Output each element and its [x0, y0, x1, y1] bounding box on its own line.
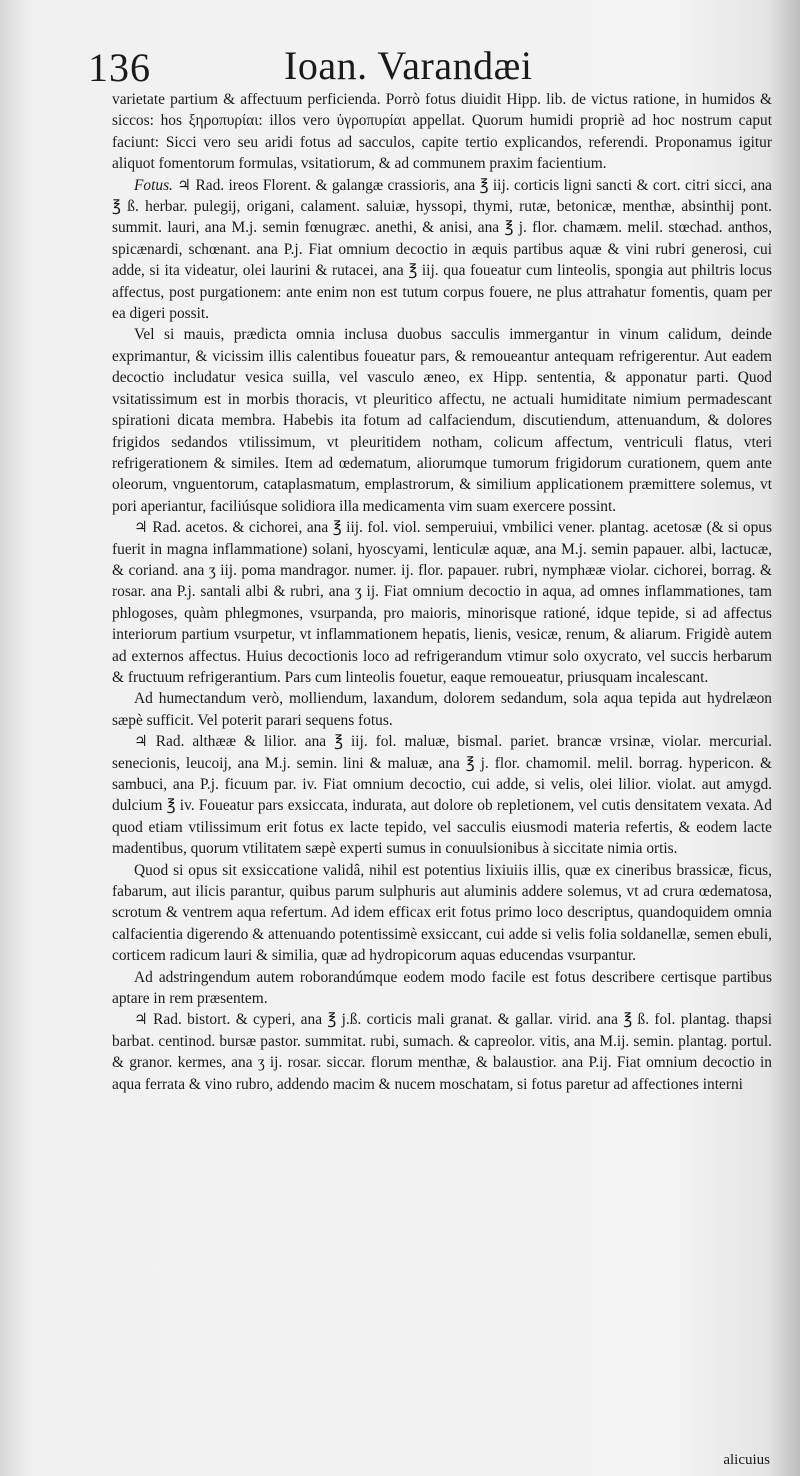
- page-header: [78, 40, 778, 90]
- paragraph-recipe: [112, 1009, 772, 1095]
- paragraph: Quod si opus sit exsiccatione validâ, nihil est potentius lixiuiis illis, quæ ex cineribus brassicæ, ficus, fabarum, aut ilicis parantur, quibus parum sulphuris aut aluminis addere solemus, vt ad crura œdematosa, scrotum & ventrem aqua refertum. Ad idem efficax erit fotus primo loco descriptus, quandoquidem omnia calfacientia digerendo & attenuando potentissimè exsiccant, cui adde si velis folia soldanellæ, semen ebuli, corticem radicum lauri & similia, quæ ad hydropicorum aquas educendas vsurpantur.: [112, 861, 772, 965]
- paragraph: Vel si mauis, prædicta omnia inclusa duobus sacculis immergantur in vinum calidum, deinde exprimantur, & vicissim illis calentibus foueatur pars, & remoueantur antequam refrigerentur. Aut eadem decoctio includatur vesica suilla, vel vasculo æneo, ex Hipp. sententia, & apponatur parti. Quod vsitatissimum est in morbis thoracis, vt pleuritico affectu, ne actuali humiditate nimium permadescant spirationi dicata membra. Habebis ita fotum ad calfaciendum, discutiendum, attenuandum, & dolores frigidos sedandos vtilissimum, vt pleuritidem notham, colicum affectum, ventriculi flatus, vteri refrigerationem & similes. Item ad œdematum, aliorumque tumorum frigidorum curationem, quem ante oleorum, vnguentorum, cataplasmatum, emplastrorum, & similium applicationem præmittere solemus, vt pori aperiantur, faciliúsque solidiora illa medicamenta vim suam exercere possint.: [112, 326, 772, 515]
- paragraph-recipe: [112, 731, 772, 859]
- paragraph: Ad humectandum verò, molliendum, laxandum, dolorem sedandum, sola aqua tepida aut hydrelæon sæpè sufficit. Vel poterit parari sequens fotus.: [112, 690, 772, 729]
- paragraph-text: Rad. ireos Florent. & galangæ crassioris, ana ℥ iij. corticis ligni sancti & cort. citri sicci, ana ℥ ß. herbar. pulegij, origani, calament. saluiæ, hyssopi, thymi, rutæ, betonicæ, menthæ, absinthij pont. summit. lauri, ana M.j. semin fœnugræc. anethi, & anisi, ana ℥ j. flor. chamæm. melil. stœchad. anthos, spicænardi, schœnant. ana P.j. Fiat omnium decoctio in æquis partibus aquæ & vini rubri generosi, cui adde, si ita videatur, olei laurini & rutacei, ana ℥ iij. qua foueatur cum linteolis, spongia aut philtris locus affectus, post purgationem: ante enim non est tutum corpus fouere, ne plus attrahatur fomentis, quam per ea digeri possit.: [112, 176, 772, 323]
- paragraph-text: Rad. bistort. & cyperi, ana ℥ j.ß. corticis mali granat. & gallar. virid. ana ℥ ß. fol. plantag. thapsi barbat. centinod. bursæ pastor. summitat. rubi, sumach. & capreolor. vitis, ana M.ij. semin. plantag. portul. & granor. kermes, ana ʒ ij. rosar. siccar. florum menthæ, & balaustior. ana P.ij. Fiat omnium decoctio in aqua ferrata & vino rubro, addendo macim & nucem moschatam, si fotus paretur ad affectiones interni: [112, 1011, 772, 1093]
- recipe-symbol: ♃: [134, 519, 148, 537]
- recipe-symbol: ♃: [177, 176, 192, 194]
- running-title: Ioan. Varandæi: [284, 43, 533, 88]
- paragraph-text: Rad. althææ & lilior. ana ℥ iij. fol. maluæ, bismal. pariet. brancæ vrsinæ, violar. mercurial. senecionis, leucoij, ana M.j. semin. lini & maluæ, ana ℥ j. flor. chamomil. melil. borrag. hypericon. & sambuci, ana P.j. ficuum par. iv. Fiat omnium decoctio, cui adde, si velis, olei lilior. violat. aut amygd. dulcium ℥ iv. Foueatur pars exsiccata, indurata, aut dolore ob repletionem, vel cutis densitatem vexata. Ad quod etiam vtilissimum erit fotus ex lacte tepido, vel sacculis eiusmodi materia refertis, & eodem lacte madentibus, quorum vtilitatem sæpè experti sumus in conuulsionibus à siccitate nimia ortis.: [112, 733, 772, 858]
- paragraph: varietate partium & affectuum perficienda. Porrò fotus diuidit Hipp. lib. de victus ratione, in humidos & siccos: hos ξηροπυρίαι: illos vero ὑγροπυρίαι appellat. Quorum humidi propriè ad hoc nostrum caput faciunt: Sicci vero seu aridi fotus ad sacculos, capite tertio explicandos, referendi. Proponamus igitur aliquot fomentorum formulas, vsitatiorum, & ad communem praxim facientium.: [112, 91, 772, 173]
- paragraph-recipe: [112, 517, 772, 688]
- recipe-symbol: ♃: [134, 733, 148, 751]
- paragraph: Ad adstringendum autem roborandúmque eodem modo facile est fotus describere certisque partibus aptare in rem præsentem.: [112, 968, 772, 1008]
- page-number: 136: [88, 45, 151, 90]
- paragraph-fotus: [112, 175, 772, 325]
- text-body: [112, 89, 772, 1095]
- catchword: alicuius: [723, 1452, 770, 1468]
- fotus-label: Fotus.: [134, 176, 173, 194]
- paragraph-text: Rad. acetos. & cichorei, ana ℥ iij. fol. viol. semperuiui, vmbilici vener. plantag. acetosæ (& si opus fuerit in magna inflammatione) solani, hyoscyami, lenticulæ aquæ, ana M.j. semin papauer. albi, lactucæ, & coriand. ana ʒ iij. poma mandragor. numer. ij. flor. papauer. rubri, nymphææ violar. cichorei, borrag. & rosar. ana P.j. santali albi & rubri, ana ʒ ij. Fiat omnium decoctio in aqua, ad omnes inflammationes, tam phlogoses, quàm phlegmones, vsurpanda, pro maioris, minorisque rationé, idque tepide, si ad affectus interiorum partium vsurpetur, vt inflammationem hepatis, lienis, vesicæ, renum, & aliarum. Frigidè autem ad externos affectus. Huius decoctionis loco ad refrigerandum vtimur solo oxycrato, vel succis herbarum & fructuum refrigerantium. Pars cum linteolis fouetur, eaque remoueatur, priusquam incalescant.: [112, 519, 772, 686]
- recipe-symbol: ♃: [134, 1011, 148, 1029]
